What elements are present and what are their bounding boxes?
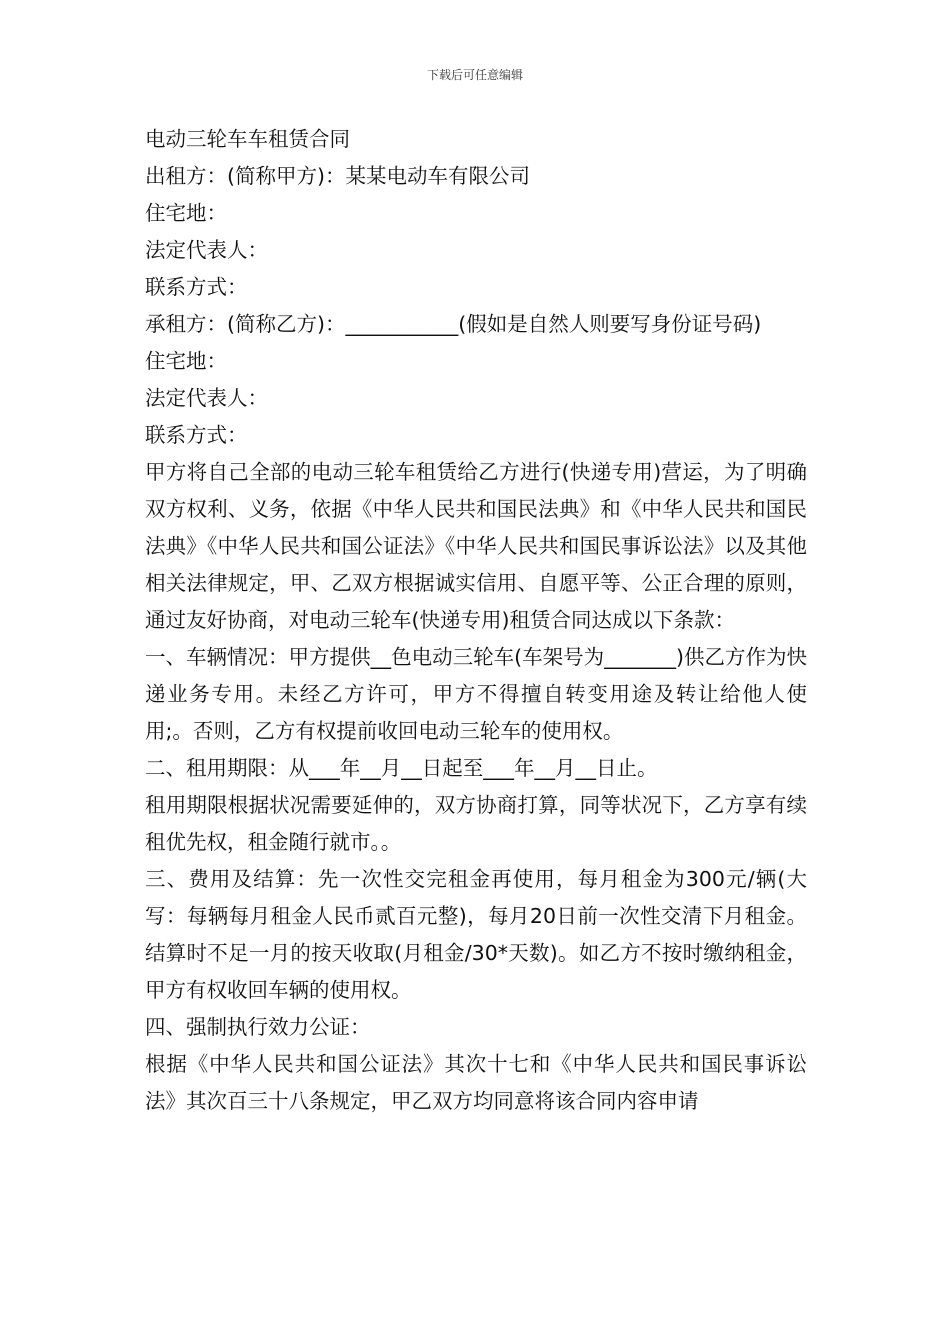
lessee-address: 住宅地： [145, 349, 227, 373]
clause-1-vehicle: 一、车辆情况：甲方提供__色电动三轮车(车架号为_______)供乙方作为快递业务专用。未经乙方许可，甲方不得擅自转变用途及转让给他人使用;。否则，乙方有权提前收回电动三轮车的使用权。 [145, 645, 807, 743]
lessor-line: 出租方：(简称甲方)：某某电动车有限公司 [145, 164, 530, 188]
lessee-representative: 法定代表人： [145, 386, 268, 410]
clause-2-term: 二、租用期限：从___年__月__日起至___年__月__日止。 [145, 756, 658, 780]
lessee-contact: 联系方式： [145, 423, 248, 447]
contract-title: 电动三轮车车租赁合同 [145, 127, 350, 151]
clause-3-fees: 三、费用及结算：先一次性交完租金再使用，每月租金为300元/辆(大写：每辆每月租金人民币贰百元整)，每月20日前一次性交清下月租金。结算时不足一月的按天收取(月租金/30*天数)。如乙方不按时缴纳租金，甲方有权收回车辆的使用权。 [145, 867, 807, 1002]
lessor-contact: 联系方式： [145, 275, 248, 299]
preamble-paragraph: 甲方将自己全部的电动三轮车租赁给乙方进行(快递专用)营运，为了明确双方权利、义务，依据《中华人民共和国民法典》和《中华人民共和国民法典》《中华人民共和国公证法》《中华人民共和国民事诉讼法》以及其他相关法律规定，甲、乙双方根据诚实信用、自愿平等、公正合理的原则，通过友好协商，对电动三轮车(快递专用)租赁合同达成以下条款： [145, 460, 807, 632]
lessor-address: 住宅地： [145, 201, 227, 225]
header-note: 下载后可任意编辑 [426, 68, 523, 82]
lessor-representative: 法定代表人： [145, 238, 268, 262]
clause-4-heading: 四、强制执行效力公证： [145, 1015, 371, 1039]
clause-2-extension: 租用期限根据状况需要延伸的，双方协商打算，同等状况下，乙方享有续租优先权，租金随行就市。。 [145, 793, 807, 854]
clause-4-body: 根据《中华人民共和国公证法》其次十七和《中华人民共和国民事诉讼法》其次百三十八条规定，甲乙双方均同意将该合同内容申请 [145, 1052, 807, 1113]
lessee-line: 承租方：(简称乙方)：___________(假如是自然人则要写身份证号码) [145, 312, 762, 336]
document-body [145, 121, 807, 1120]
